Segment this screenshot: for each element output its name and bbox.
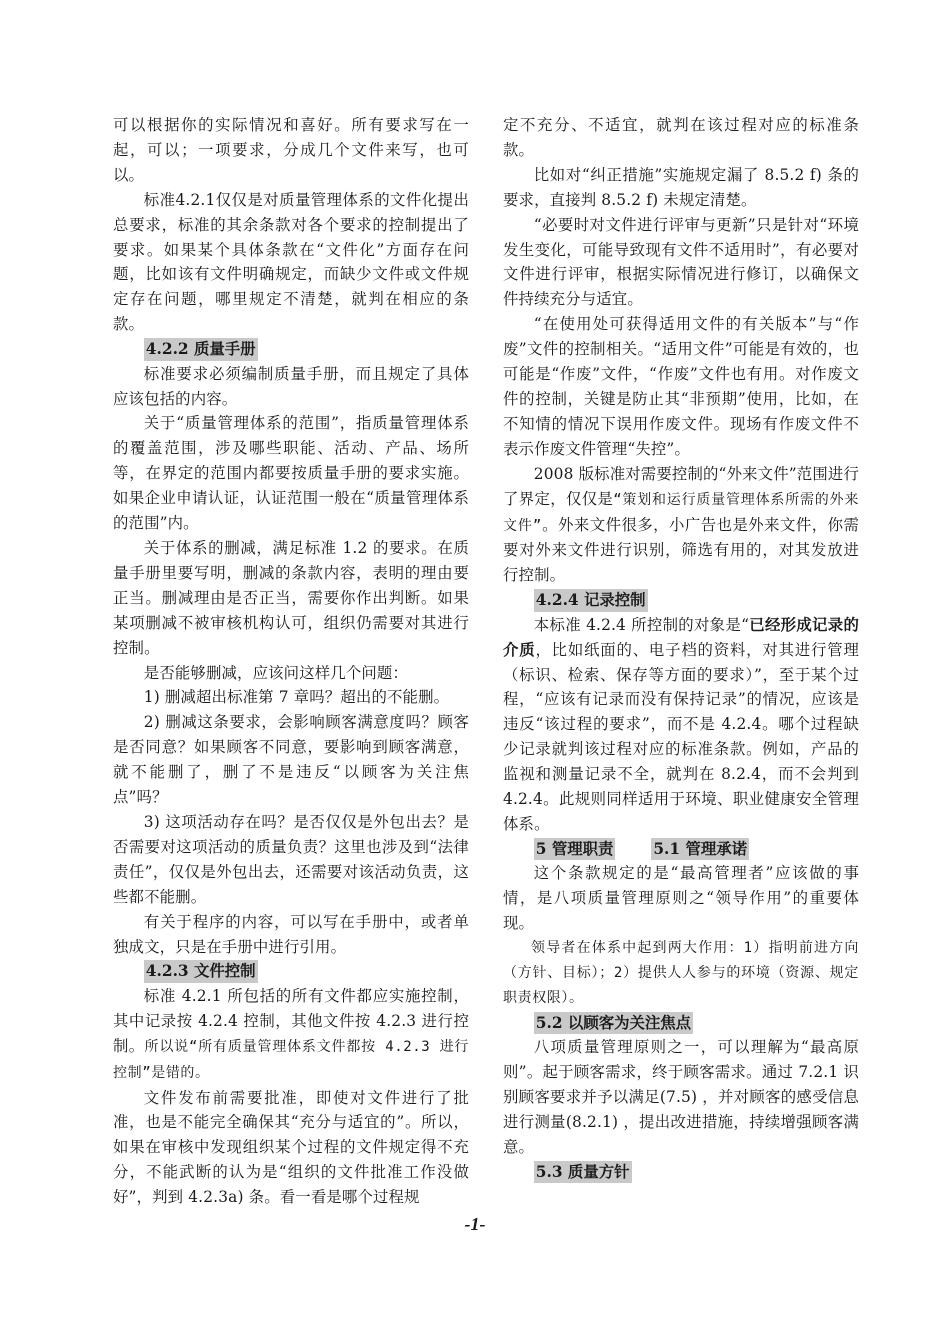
section-heading-5-3: 5.3 质量方针 (534, 1161, 632, 1184)
list-item: 2) 删减这条要求，会影响顾客满意度吗？顾客是否同意？如果顾客不同意，要影响到顾客满意，就不能删了，删了不是违反“以顾客为关注焦点”吗？ (113, 713, 469, 807)
paragraph: 定不充分、不适宜，就判在该过程对应的标准条款。 (503, 116, 859, 159)
paragraph-text: ，比如纸面的、电子档的资料，对其进行管理（标识、检索、保存等方面的要求）”，至于某个过程，“应该有记录而没有保持记录”的情况，应该是违反“该过程的要求”，而不是 4.2.4。哪个过程缺少记录就判该过程对应的标准条款。例如，产品的监视和测量记录不全，就判在 8.2.4，而不会判到 4.2.4。此规则同样适用于环境、职业健康安全管理体系。 (503, 640, 859, 833)
paragraph: 可以根据你的实际情况和喜好。所有要求写在一起，可以；一项要求，分成几个文件来写，也可以。 (113, 116, 469, 184)
list-item: 1) 删减超出标准第 7 章吗？超出的不能删。 (143, 688, 450, 707)
paragraph-text: 标准 4.2.1 所包括的所有文件都应实施控制，其中记录按 4.2.4 控制，其他文件按 4.2.3 进行控制。 (113, 986, 469, 1055)
section-heading-4-2-3: 4.2.3 文件控制 (144, 960, 258, 983)
paragraph (503, 613, 859, 837)
section-heading-4-2-4: 4.2.4 记录控制 (534, 589, 648, 612)
paragraph: 比如对“纠正措施”实施规定漏了 8.5.2 f) 条的要求，直接判 8.5.2 f) 未规定清楚。 (503, 165, 859, 209)
paragraph: 有关于程序的内容，可以写在手册中，或者单独成文，只是在手册中进行引用。 (113, 912, 469, 956)
paragraph-text: 本标准 4.2.4 所控制的对象是“ (533, 615, 750, 634)
paragraph: “必要时对文件进行评审与更新”只是针对“环境发生变化，可能导致现有文件不适用时”，有必要对文件进行评审，根据实际情况进行修订，以确保文件持续充分与适宜。 (503, 215, 859, 309)
paragraph: 标准4.2.1仅仅是对质量管理体系的文件化提出总要求，标准的其余条款对各个要求的控制提出了要求。如果某个具体条款在“文件化”方面存在问题，比如该有文件明确规定，而缺少文件或文件规定存在问题，哪里规定不清楚，就判在相应的条款。 (113, 190, 469, 334)
paragraph-text: 。外来文件很多，小广告也是外来文件，你需要对外来文件进行识别，筛选有用的，对其发放进行控制。 (503, 515, 859, 585)
emphasis-text: 已经形成记录的介质 (503, 615, 859, 659)
paragraph: “在使用处可获得适用文件的有关版本”与“作废”文件的控制相关。“适用文件”可能是有效的，也可能是“作废”文件，“作废”文件也有用。对作废文件的控制，关键是防止其“非预期”使用，比如，在不知情的情况下误用作废文件。现场有作废文件不表示作废文件管理“失控”。 (503, 315, 859, 458)
paragraph: 关于体系的删减，满足标准 1.2 的要求。在质量手册里要写明，删减的条款内容，表明的理由要正当。删减理由是否正当，需要你作出判断。如果某项删减不被审核机构认可，组织仍需要对其进行控制。 (113, 539, 469, 657)
paragraph: 是否能够删减，应该问这样几个问题： (143, 663, 408, 682)
list-item: 3) 这项活动存在吗？是否仅仅是外包出去？是否需要对这项活动的质量负责？这里也涉及到“法律责任”，仅仅是外包出去，还需要对该活动负责，这些都不能删。 (113, 812, 469, 906)
left-column (113, 113, 469, 1210)
paragraph-text: 2008 版标准对需要控制的“外来文件”范围进行了界定，仅仅是 (503, 464, 859, 508)
paragraph (113, 984, 469, 1086)
paragraph-note: 领导者在体系中起到两大作用：1）指明前进方向（方针、目标）；2）提供人人参与的环境（资源、规定职责权限）。 (503, 940, 859, 1006)
section-heading-5-1: 5.1 管理承诺 (651, 838, 749, 861)
paragraph-note: 所以说“所有质量管理体系文件都按 4.2.3 进行控制”是错的。 (113, 1038, 469, 1081)
paragraph: 标准要求必须编制质量手册，而且规定了具体应该包括的内容。 (113, 364, 469, 408)
paragraph: 关于“质量管理体系的范围”，指质量管理体系的覆盖范围，涉及哪些职能、活动、产品、场所等，在界定的范围内都要按质量手册的要求实施。如果企业申请认证，认证范围一般在“质量管理体系的范围”内。 (113, 414, 469, 533)
section-heading-5-2: 5.2 以顾客为关注焦点 (534, 1012, 693, 1035)
paragraph (503, 462, 859, 589)
paragraph: 文件发布前需要批准，即使对文件进行了批准，也是不能完全确保其“充分与适宜的”。所以，如果在审核中发现组织某个过程的文件规定得不充分，不能武断的认为是“组织的文件批准工作没做好”，判到 4.2.3a) 条。看一看是哪个过程规 (113, 1088, 469, 1207)
section-heading-5: 5 管理职责 (534, 838, 616, 861)
paragraph: 这个条款规定的是“最高管理者”应该做的事情，是八项质量管理原则之“领导作用”的重要体现。 (503, 864, 859, 933)
page-number: -1- (464, 1214, 486, 1234)
section-heading-4-2-2: 4.2.2 质量手册 (144, 338, 258, 361)
right-column (503, 113, 859, 1184)
quoted-note: “策划和运行质量管理体系所需的外来文件” (503, 491, 859, 534)
paragraph: 八项质量管理原则之一，可以理解为“最高原则”。起于顾客需求，终于顾客需求。通过 7.2.1 识别顾客要求并予以满足(7.5) ，并对顾客的感受信息进行测量(8.2.1) ，提出改进措施，持续增强顾客满意。 (503, 1038, 859, 1156)
